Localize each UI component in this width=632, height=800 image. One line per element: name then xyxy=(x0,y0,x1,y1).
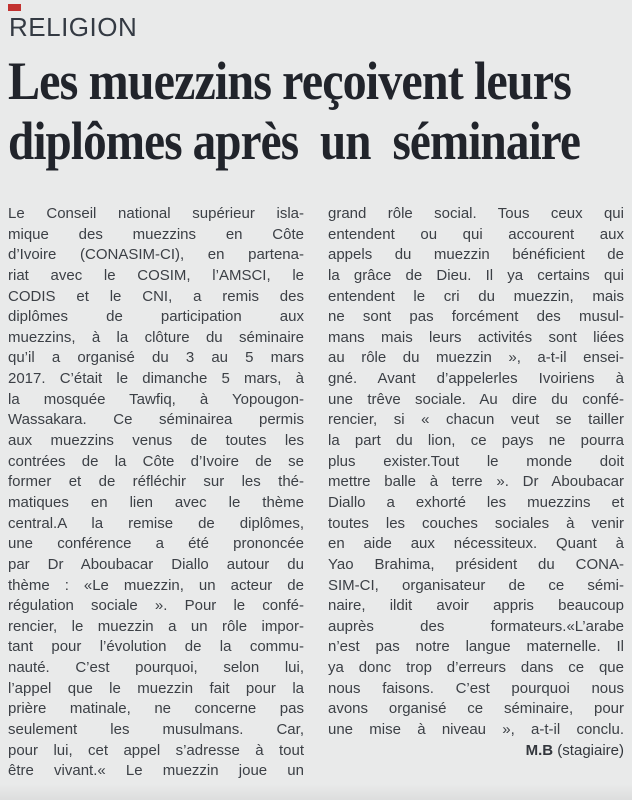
body-line: naire, ildit avoir appris beaucoup xyxy=(328,597,624,615)
body-line: une mise à niveau », a-t-il conclu. xyxy=(328,721,624,739)
body-line: mans mais leurs activités sont liées xyxy=(328,328,624,346)
body-line: par Dr Aboubacar Diallo autour du xyxy=(8,555,304,573)
body-line: rencier, le muezzin a un rôle impor- xyxy=(8,617,304,635)
red-mark xyxy=(8,4,21,11)
column-left xyxy=(8,204,304,782)
body-line: Diallo a exhorté les muezzins et xyxy=(328,493,624,511)
body-line: la mosquée Tawfiq, à Yopougon- xyxy=(8,390,304,408)
body-line: une trêve sociale. Au dire du confé- xyxy=(328,390,624,408)
headline-line: Les muezzins reçoivent leurs xyxy=(8,51,572,111)
body-line: seulement les musulmans. Car, xyxy=(8,721,304,739)
body-line: CODIS et le CNI, a remis des xyxy=(8,287,304,305)
body-line: une conférence a été prononcée xyxy=(8,535,304,553)
body-line: la grâce de Dieu. Il ya certains qui xyxy=(328,266,624,284)
byline-author: M.B xyxy=(525,741,554,759)
body-line: appels du muezzin bénéficient de xyxy=(328,246,624,264)
body-line: contrées de la Côte d’Ivoire de se xyxy=(8,452,304,470)
column-right xyxy=(328,204,624,782)
body-line: riat avec le COSIM, l’AMSCI, le xyxy=(8,266,304,284)
body-line: toutes les couches sociales à venir xyxy=(328,514,624,532)
body-line: mique des muezzins en Côte xyxy=(8,225,304,243)
body-line: d’Ivoire (CONASIM-CI), en partena- xyxy=(8,246,304,264)
body-line: tant pour l’évolution de la commu- xyxy=(8,638,304,656)
article-body xyxy=(8,204,624,782)
body-line: avons organisé ce séminaire, pour xyxy=(328,700,624,718)
body-line: n’est pas notre langue maternelle. Il xyxy=(328,638,624,656)
body-line: en aide aux nécessiteux. Quant à xyxy=(328,535,624,553)
body-line: être vivant.« Le muezzin joue un xyxy=(8,762,304,780)
body-line: matiques en lien avec le thème xyxy=(8,493,304,511)
byline-role: (stagiaire) xyxy=(553,741,624,759)
article-headline xyxy=(8,51,632,171)
body-line: Wassakara. Ce séminairea permis xyxy=(8,411,304,429)
body-line: prière matinale, ne concerne pas xyxy=(8,700,304,718)
body-line: nous faisons. C’est pourquoi nous xyxy=(328,679,624,697)
byline xyxy=(328,741,624,762)
body-line: au rôle du muezzin », a-t-il ensei- xyxy=(328,349,624,367)
body-line: aux muezzins venus de toutes les xyxy=(8,432,304,450)
column-right-lines xyxy=(328,204,624,741)
body-line: entendent le cri du muezzin, mais xyxy=(328,287,624,305)
body-line: ya donc trop d’erreurs dans ce que xyxy=(328,659,624,677)
body-line: la part du lion, ce pays ne pourra xyxy=(328,432,624,450)
body-line: régulation sociale ». Pour le confé- xyxy=(8,597,304,615)
body-line: auprès des formateurs.«L’arabe xyxy=(328,617,624,635)
body-line: mettre balle à terre ». Dr Aboubacar xyxy=(328,473,624,491)
body-line: muezzins, à la clôture du séminaire xyxy=(8,328,304,346)
body-line: grand rôle social. Tous ceux qui xyxy=(328,205,624,222)
body-line: gné. Avant d’appelerles Ivoiriens à xyxy=(328,370,624,388)
body-line: rencier, si « chacun veut se tailler xyxy=(328,411,624,429)
body-line: l’appel que le muezzin fait pour la xyxy=(8,679,304,697)
body-line: plus exister.Tout le monde doit xyxy=(328,452,624,470)
body-line: central.A la remise de diplômes, xyxy=(8,514,304,532)
body-line: thème : «Le muezzin, un acteur de xyxy=(8,576,304,594)
body-line: 2017. C’était le dimanche 5 mars, à xyxy=(8,370,304,388)
body-line: former et de réfléchir sur les thé- xyxy=(8,473,304,491)
section-label: RELIGION xyxy=(9,12,138,42)
body-line: entendent ou qui accourent aux xyxy=(328,225,624,243)
body-line: Le Conseil national supérieur isla- xyxy=(8,205,304,222)
body-line: diplômes de participation aux xyxy=(8,308,304,326)
body-line: Yao Brahima, président du CONA- xyxy=(328,555,624,573)
body-line: qu’il a organisé du 3 au 5 mars xyxy=(8,349,304,367)
body-line: nauté. C’est pourquoi, selon lui, xyxy=(8,659,304,677)
headline-line: diplômes après un séminaire xyxy=(8,111,581,171)
body-line: pour lui, cet appel s’adresse à tout xyxy=(8,741,304,759)
body-line: ne sont pas forcément des musul- xyxy=(328,308,624,326)
body-line: SIM-CI, organisateur de ce sémi- xyxy=(328,576,624,594)
